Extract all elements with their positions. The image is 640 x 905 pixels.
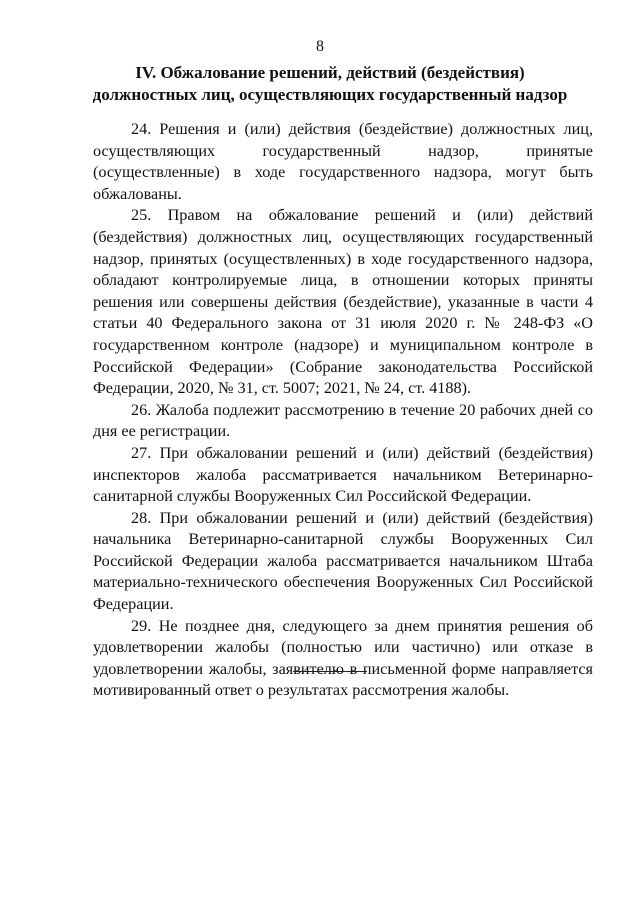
document-body — [93, 119, 593, 702]
section-heading-line-1: IV. Обжалование решений, действий (бездействия) — [135, 63, 525, 82]
paragraph-24: 24. Решения и (или) действия (бездействие) должностных лиц, осуществляющих государственный надзор, принятые (осуществленные) в ходе государственного надзора, могут быть обжалованы. — [93, 120, 593, 203]
paragraph-27: 27. При обжаловании решений и (или) действий (бездействия) инспекторов жалоба рассматривается начальником Ветеринарно-санитарной службы Вооруженных Сил Российской Федерации. — [93, 443, 593, 506]
section-heading — [60, 62, 600, 106]
paragraph-25: 25. Правом на обжалование решений и (или) действий (бездействия) должностных лиц, осуществляющих государственный надзор, принятых (осуществленных) в ходе государственного надзора, обладают контролируемые лица, в отношении которых приняты решения или совершены действия (бездействие), указанные в части 4 статьи 40 Федерального закона от 31 июля 2020 г. № 248-ФЗ «О государственном контроле (надзоре) и муниципальном контроле в Российской Федерации» (Собрание законодательства Российской Федерации, 2020, № 31, ст. 5007; 2021, № 24, ст. 4188). — [93, 206, 593, 398]
paragraph-29: 29. Не позднее дня, следующего за днем принятия решения об удовлетворении жалобы (полностью или частично) или отказе в удовлетворении жалобы, заявителю в письменной форме направляется мотивированный ответ о результатах рассмотрения жалобы. — [93, 616, 593, 700]
end-divider — [293, 671, 367, 672]
section-heading-line-2: должностных лиц, осуществляющих государственный надзор — [92, 85, 568, 104]
page-number: 8 — [316, 38, 324, 55]
paragraph-28: 28. При обжаловании решений и (или) действий (бездействия) начальника Ветеринарно-санитарной службы Вооруженных Сил Российской Федерации жалоба рассматривается начальником Штаба материально-технического обеспечения Вооруженных Сил Российской Федерации. — [93, 508, 593, 614]
paragraph-26: 26. Жалоба подлежит рассмотрению в течение 20 рабочих дней со дня ее регистрации. — [93, 400, 593, 441]
